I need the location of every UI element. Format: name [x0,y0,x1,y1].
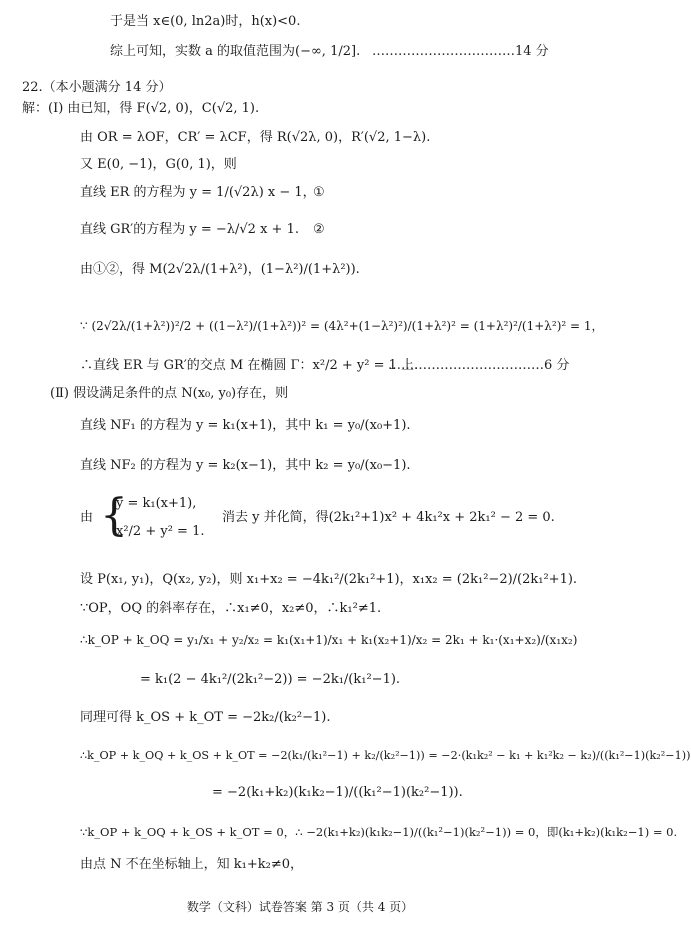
text-line-7: 直线 ER 的方程为 y = 1/(√2λ) x − 1， [80,185,316,200]
text-line-22: = −2(k₁+k₂)(k₁k₂−1)/((k₁²−1)(k₂²−1)). [212,785,463,800]
problem-22-heading: 22.（本小题满分 14 分） [22,80,172,95]
text-line-1: 于是当 x∈(0, ln2a)时，h(x)<0. [110,14,301,29]
score-14: ……………………………14 分 [372,44,549,59]
text-line-14: 直线 NF₂ 的方程为 y = k₂(x−1)，其中 k₂ = y₀/(x₀−1). [80,458,411,473]
text-line-5: 由 OR = λOF，CR′ = λCF，得 R(√2λ, 0)，R′(√2, 1−λ). [80,130,431,145]
score-6: ………………………………6 分 [388,358,570,373]
text-line-8: 直线 GR′的方程为 y = −λ/√2 x + 1. [80,222,299,237]
text-line-6: 又 E(0, −1)，G(0, 1)，则 [80,157,237,172]
text-line-10: ∵ (2√2λ/(1+λ²))²/2 + ((1−λ²)/(1+λ²))² = (4λ²+(1−λ²)²)/(1+λ²)² = (1+λ²)²/(1+λ²)² = 1， [80,319,604,333]
text-line-12: (Ⅱ) 假设满足条件的点 N(x₀, y₀)存在，则 [50,386,289,401]
text-line-24: 由点 N 不在坐标轴上，知 k₁+k₂≠0， [80,857,304,872]
text-line-21: ∴k_OP + k_OQ + k_OS + k_OT = −2(k₁/(k₁²−1) + k₂/(k₂²−1)) = −2·(k₁k₂² − k₁ + k₁²k₂ − k₂)/((k₁²−1)(k₂²−1)) [80,749,691,762]
page-footer: 数学（文科）试卷答案 第 3 页（共 4 页） [186,900,414,914]
text-line-15: 消去 y 并化简，得(2k₁²+1)x² + 4k₁²x + 2k₁² − 2 = 0. [222,510,555,525]
text-line-15-prefix: 由 [80,510,94,525]
text-line-13: 直线 NF₁ 的方程为 y = k₁(x+1)，其中 k₁ = y₀/(x₀+1). [80,418,411,433]
text-line-23: ∵k_OP + k_OQ + k_OS + k_OT = 0，∴ −2(k₁+k₂)(k₁k₂−1)/((k₁²−1)(k₂²−1)) = 0，即(k₁+k₂)(k₁k₂−1) = 0. [80,825,678,839]
text-line-2: 综上可知，实数 a 的取值范围为(−∞, 1/2]. [110,44,361,59]
text-line-4: 解：(Ⅰ) 由已知，得 F(√2, 0)，C(√2, 1). [22,101,260,116]
text-line-20: 同理可得 k_OS + k_OT = −2k₂/(k₂²−1). [80,710,331,725]
equation-mark-2: ② [313,222,325,237]
system-equation-1: y = k₁(x+1), [116,496,197,511]
text-line-16: 设 P(x₁, y₁)，Q(x₂, y₂)，则 x₁+x₂ = −4k₁²/(2k₁²+1)，x₁x₂ = (2k₁²−2)/(2k₁²+1). [80,572,578,587]
text-line-9: 由①②，得 M(2√2λ/(1+λ²)，(1−λ²)/(1+λ²)). [80,262,360,277]
system-brace: { [100,490,128,541]
text-line-11: ∴直线 ER 与 GR′的交点 M 在椭圆 Γ：x²/2 + y² = 1 上. [80,358,419,373]
text-line-18: ∴k_OP + k_OQ = y₁/x₁ + y₂/x₂ = k₁(x₁+1)/x₁ + k₁(x₂+1)/x₂ = 2k₁ + k₁·(x₁+x₂)/(x₁x₂) [80,633,578,647]
equation-mark-1: ① [313,185,325,200]
text-line-17: ∵OP，OQ 的斜率存在，∴x₁≠0，x₂≠0，∴k₁²≠1. [80,601,382,616]
text-line-19: = k₁(2 − 4k₁²/(2k₁²−2)) = −2k₁/(k₁²−1). [140,672,401,687]
system-equation-2: x²/2 + y² = 1. [116,524,205,539]
